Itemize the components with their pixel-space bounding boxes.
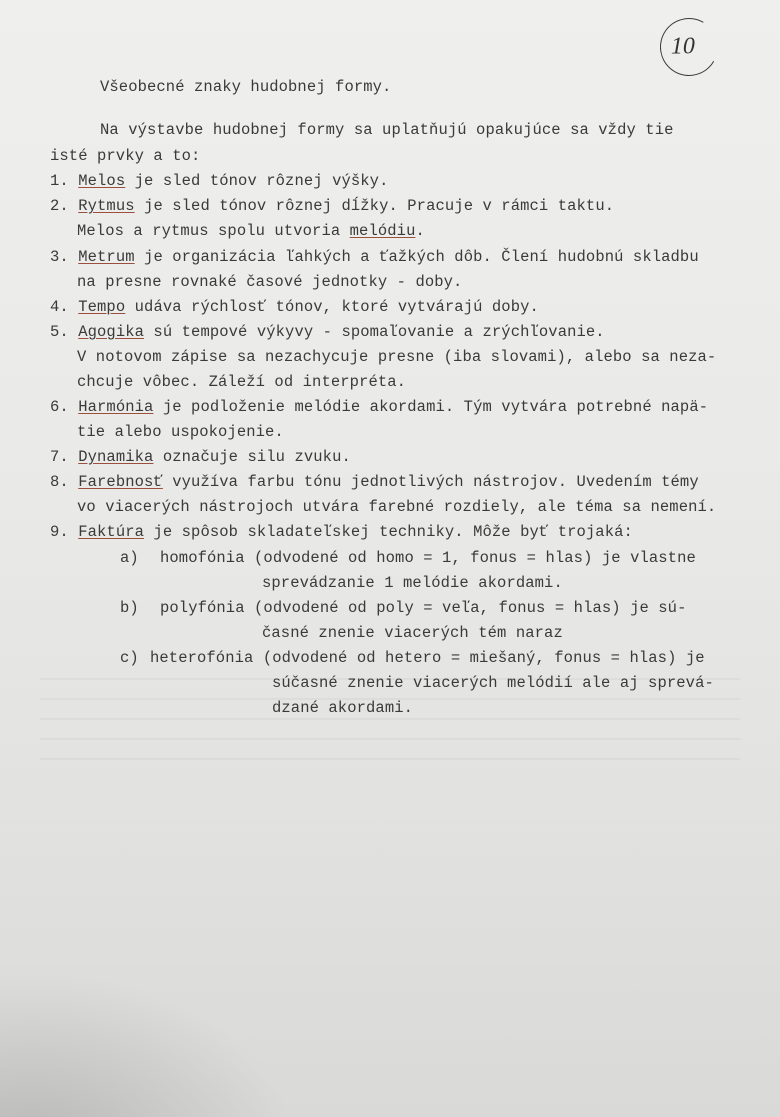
list-item: 6. Harmónia je podloženie melódie akordami. Tým vytvára potrebné napä- [50, 398, 709, 416]
list-item: 2. Rytmus je sled tónov rôznej dĺžky. Pracuje v rámci taktu. [50, 197, 615, 215]
term-tempo: Tempo [78, 298, 126, 316]
sub-item-line: súčasné znenie viacerých melódií ale aj sprevá- [272, 674, 714, 692]
sub-item-line: dzané akordami. [272, 699, 414, 717]
term-melodiu: melódiu [349, 222, 416, 240]
handwritten-page-number [653, 11, 724, 82]
list-item-continuation: tie alebo uspokojenie. [77, 423, 284, 441]
sub-item-line: homofónia (odvodené od homo = 1, fonus = hlas) je vlastne [160, 549, 696, 567]
list-item: 7. Dynamika označuje silu zvuku. [50, 448, 351, 466]
sub-item-label: b) [120, 599, 139, 617]
list-item-continuation: chcuje vôbec. Záleží od interpréta. [77, 373, 407, 391]
list-item: 3. Metrum je organizácia ľahkých a ťažkých dôb. Člení hudobnú skladbu [50, 248, 699, 266]
sub-item-line: polyfónia (odvodené od poly = veľa, fonus = hlas) je sú- [160, 599, 687, 617]
list-item: 8. Farebnosť využíva farbu tónu jednotlivých nástrojov. Uvedením témy [50, 473, 699, 491]
intro-line-1: Na výstavbe hudobnej formy sa uplatňujú opakujúce sa vždy tie [100, 121, 674, 139]
term-rytmus: Rytmus [78, 197, 135, 215]
list-item: 4. Tempo udáva rýchlosť tónov, ktoré vytvárajú doby. [50, 298, 539, 316]
term-farebnost: Farebnosť [78, 473, 163, 491]
sub-item-label: a) [120, 549, 139, 567]
paper-shadow [0, 957, 320, 1117]
term-melos: Melos [78, 172, 126, 190]
list-item-continuation: Melos a rytmus spolu utvoria melódiu. [77, 222, 425, 240]
list-item-continuation: vo viacerých nástrojoch utvára farebné rozdiely, ale téma sa nemení. [77, 498, 717, 516]
term-faktura: Faktúra [78, 523, 145, 541]
list-item-continuation: na presne rovnaké časové jednotky - doby. [77, 273, 463, 291]
list-item: 1. Melos je sled tónov rôznej výšky. [50, 172, 389, 190]
term-agogika: Agogika [78, 323, 145, 341]
term-dynamika: Dynamika [78, 448, 154, 466]
list-item: 9. Faktúra je spôsob skladateľskej techniky. Môže byť trojaká: [50, 523, 633, 541]
term-harmonia: Harmónia [78, 398, 154, 416]
term-metrum: Metrum [78, 248, 135, 266]
intro-line-2: isté prvky a to: [50, 147, 201, 165]
document-title: Všeobecné znaky hudobnej formy. [100, 78, 392, 96]
sub-item-label: c) [120, 649, 139, 667]
list-item: 5. Agogika sú tempové výkyvy - spomaľovanie a zrýchľovanie. [50, 323, 605, 341]
list-item-continuation: V notovom zápise sa nezachycuje presne (iba slovami), alebo sa neza- [77, 348, 717, 366]
sub-item-line: heterofónia (odvodené od hetero = miešaný, fonus = hlas) je [150, 649, 705, 667]
sub-item-line: časné znenie viacerých tém naraz [262, 624, 563, 642]
sub-item-line: sprevádzanie 1 melódie akordami. [262, 574, 563, 592]
page-number-text: 10 [670, 33, 695, 60]
